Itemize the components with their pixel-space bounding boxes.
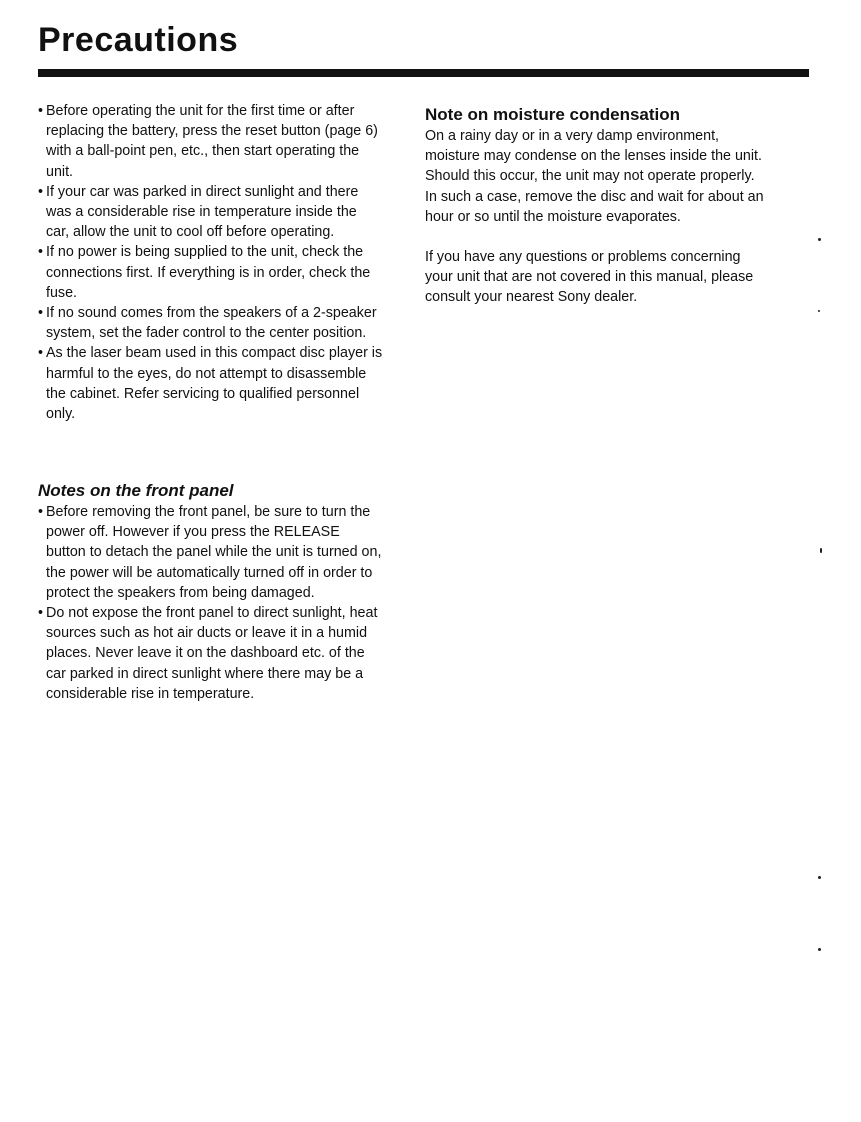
- list-item: • Before removing the front panel, be sure to turn the power off. However if you press the RELEASE button to detach the panel while the unit is turned on, the power will be automatically turned off in order to protect the speakers from being damaged.: [38, 504, 382, 601]
- spacer: [425, 227, 770, 247]
- bullet-icon: •: [38, 244, 44, 261]
- scan-speck: [818, 238, 821, 241]
- precautions-list: [38, 101, 383, 424]
- list-item: • If no sound comes from the speakers of a 2-speaker system, set the fader control to the center position.: [38, 305, 377, 342]
- list-item: • Before operating the unit for the first time or after replacing the battery, press the reset button (page 6) with a ball-point pen, etc., then start operating the unit.: [38, 103, 378, 180]
- front-panel-section: [38, 480, 383, 704]
- scan-speck: [818, 310, 820, 312]
- list-item: • If no power is being supplied to the unit, check the connections first. If everything is in order, check the fuse.: [38, 244, 371, 301]
- bullet-icon: •: [38, 183, 44, 200]
- moisture-heading: Note on moisture condensation: [425, 105, 681, 124]
- front-panel-list: [38, 502, 383, 704]
- bullet-icon: •: [38, 504, 44, 520]
- bullet-icon: •: [38, 305, 44, 322]
- general-precautions: [38, 101, 383, 424]
- moisture-paragraph-1: On a rainy day or in a very damp environment, moisture may condense on the lenses inside the unit.: [425, 128, 762, 165]
- bullet-icon: •: [38, 345, 44, 362]
- bullet-icon: •: [38, 605, 44, 622]
- scan-speck: [820, 548, 822, 553]
- title-rule: [38, 69, 809, 77]
- scan-speck: [818, 948, 821, 951]
- moisture-section: [425, 104, 770, 308]
- scan-speck: [818, 876, 821, 879]
- list-item: • As the laser beam used in this compact disc player is harmful to the eyes, do not attempt to disassemble the cabinet. Refer servicing to qualified personnel only.: [38, 345, 383, 423]
- moisture-paragraph-2: Should this occur, the unit may not operate properly. In such a case, remove the disc and wait for about an hour or so until the moisture evaporates.: [425, 168, 764, 225]
- contact-paragraph: If you have any questions or problems concerning your unit that are not covered in this manual, please consult your nearest Sony dealer.: [425, 249, 754, 306]
- list-item: • Do not expose the front panel to direct sunlight, heat sources such as hot air ducts or leave it in a humid places. Never leave it on the dashboard etc. of the car parked in direct sunlight where there may be a considerable rise in temperature.: [38, 605, 378, 702]
- page-title: Precautions: [38, 21, 239, 59]
- front-panel-heading: Notes on the front panel: [38, 481, 234, 500]
- bullet-icon: •: [38, 103, 44, 119]
- list-item: • If your car was parked in direct sunlight and there was a considerable rise in temperature inside the car, allow the unit to cool off before operating.: [38, 183, 359, 241]
